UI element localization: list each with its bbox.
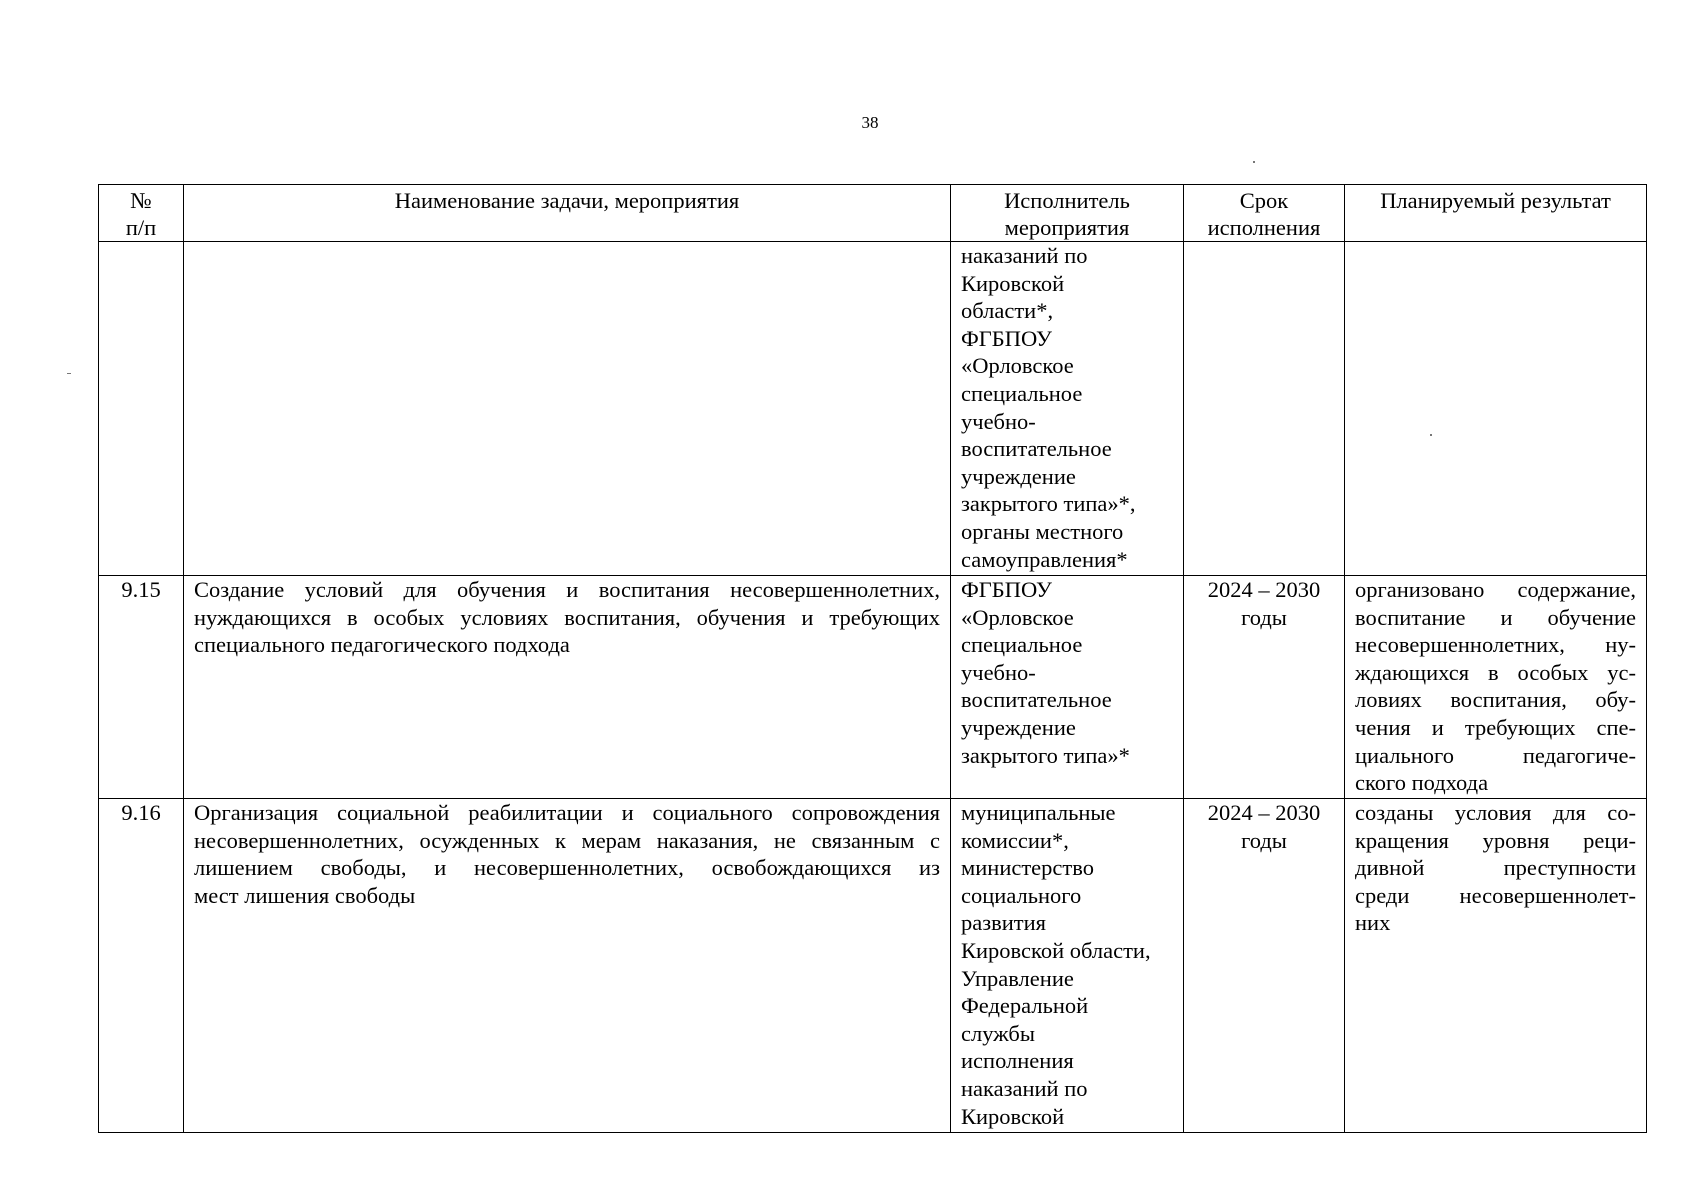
term-line: 2024 – 2030 bbox=[1207, 577, 1321, 602]
term-line: годы bbox=[1241, 604, 1287, 630]
executor-line: «Орловское bbox=[961, 604, 1074, 630]
executor-line: воспитательное bbox=[961, 436, 1112, 462]
table-row bbox=[99, 799, 1647, 1133]
result-line: ждающихся в особых ус- bbox=[1355, 659, 1636, 685]
result-line: дивной преступности bbox=[1355, 855, 1636, 881]
row-result-cell bbox=[1345, 576, 1647, 799]
table-row bbox=[99, 242, 1647, 576]
executor-line: ФГБПОУ bbox=[961, 577, 1052, 602]
row-term-cell bbox=[1184, 576, 1345, 799]
row-task-cell bbox=[184, 576, 951, 799]
task-line: мест лишения свободы bbox=[194, 882, 416, 908]
task-line: несовершеннолетних, осужденных к мерам наказания, не связанным с bbox=[194, 827, 940, 853]
header-term bbox=[1184, 185, 1345, 242]
executor-line: учреждение bbox=[961, 714, 1076, 740]
result-line: созданы условия для со- bbox=[1355, 800, 1636, 825]
executor-line: социального bbox=[961, 882, 1082, 908]
header-executor-line: мероприятия bbox=[1004, 215, 1130, 240]
term-line: 2024 – 2030 bbox=[1207, 800, 1321, 825]
executor-line: Федеральной bbox=[961, 993, 1089, 1019]
result-line: несовершеннолетних, ну- bbox=[1355, 632, 1636, 658]
task-line: Организация социальной реабилитации и социального сопровождения bbox=[194, 800, 940, 825]
task-line: специального педагогического подхода bbox=[194, 632, 570, 658]
executor-line: Управление bbox=[961, 965, 1074, 991]
header-num-line: № bbox=[130, 188, 152, 213]
row-num-cell: 9.16 bbox=[99, 799, 184, 1133]
executor-line: исполнения bbox=[961, 1048, 1074, 1074]
header-result: Планируемый результат bbox=[1345, 185, 1647, 242]
executor-line: Кировской bbox=[961, 1103, 1065, 1129]
row-term-cell bbox=[1184, 242, 1345, 576]
term-line: годы bbox=[1241, 827, 1287, 853]
table-row bbox=[99, 576, 1647, 799]
executor-line: закрытого типа»* bbox=[961, 742, 1130, 768]
result-line: чения и требующих спе- bbox=[1355, 714, 1636, 740]
executor-line: наказаний по bbox=[961, 1075, 1088, 1101]
executor-line: «Орловское bbox=[961, 353, 1074, 379]
task-line: Создание условий для обучения и воспитания несовершеннолетних, bbox=[194, 577, 940, 602]
header-num bbox=[99, 185, 184, 242]
executor-line: учебно- bbox=[961, 408, 1036, 434]
executor-line: специальное bbox=[961, 380, 1083, 406]
executor-line: учебно- bbox=[961, 659, 1036, 685]
row-term-cell bbox=[1184, 799, 1345, 1133]
executor-line: комиссии*, bbox=[961, 827, 1069, 853]
executor-line: Кировской bbox=[961, 270, 1065, 296]
result-line: ловиях воспитания, обу- bbox=[1355, 687, 1636, 713]
header-term-line: исполнения bbox=[1207, 215, 1321, 240]
scan-mark bbox=[67, 373, 71, 374]
executor-line: Кировской области, bbox=[961, 937, 1151, 963]
page-number: 38 bbox=[861, 113, 879, 132]
executor-line: учреждение bbox=[961, 463, 1076, 489]
scan-mark bbox=[1253, 161, 1255, 163]
header-executor bbox=[951, 185, 1184, 242]
executor-line: воспитательное bbox=[961, 687, 1112, 713]
row-result-cell bbox=[1345, 799, 1647, 1133]
table-header-row bbox=[99, 185, 1647, 242]
result-line: воспитание и обучение bbox=[1355, 604, 1636, 630]
result-line: организовано содержание, bbox=[1355, 577, 1636, 602]
row-num-cell: 9.15 bbox=[99, 576, 184, 799]
executor-line: органы местного bbox=[961, 518, 1124, 544]
result-line: кращения уровня реци- bbox=[1355, 827, 1636, 853]
row-task-cell bbox=[184, 242, 951, 576]
header-task: Наименование задачи, мероприятия bbox=[184, 185, 951, 242]
executor-line: самоуправления* bbox=[961, 546, 1128, 572]
header-term-line: Срок bbox=[1239, 188, 1289, 213]
row-task-cell bbox=[184, 799, 951, 1133]
task-line: лишением свободы, и несовершеннолетних, освобождающихся из bbox=[194, 855, 940, 881]
executor-line: развития bbox=[961, 910, 1047, 936]
scan-mark bbox=[1430, 434, 1432, 436]
result-line: среди несовершеннолет- bbox=[1355, 882, 1636, 908]
header-num-line: п/п bbox=[125, 215, 157, 240]
executor-line: наказаний по bbox=[961, 243, 1088, 268]
measures-table bbox=[98, 184, 1647, 1133]
executor-line: закрытого типа»*, bbox=[961, 491, 1136, 517]
task-line: нуждающихся в особых условиях воспитания, обучения и требующих bbox=[194, 604, 940, 630]
result-line: них bbox=[1355, 910, 1391, 936]
header-executor-line: Исполнитель bbox=[1004, 188, 1130, 213]
executor-line: области*, bbox=[961, 298, 1054, 324]
executor-line: ФГБПОУ bbox=[961, 325, 1052, 351]
result-line: циального педагогиче- bbox=[1355, 742, 1636, 768]
row-result-cell bbox=[1345, 242, 1647, 576]
row-executor-cell bbox=[951, 576, 1184, 799]
executor-line: службы bbox=[961, 1020, 1035, 1046]
row-executor-cell bbox=[951, 799, 1184, 1133]
row-num-cell bbox=[99, 242, 184, 576]
row-executor-cell bbox=[951, 242, 1184, 576]
executor-line: специальное bbox=[961, 632, 1083, 658]
result-line: ского подхода bbox=[1355, 770, 1489, 796]
executor-line: министерство bbox=[961, 855, 1094, 881]
executor-line: муниципальные bbox=[961, 800, 1116, 825]
